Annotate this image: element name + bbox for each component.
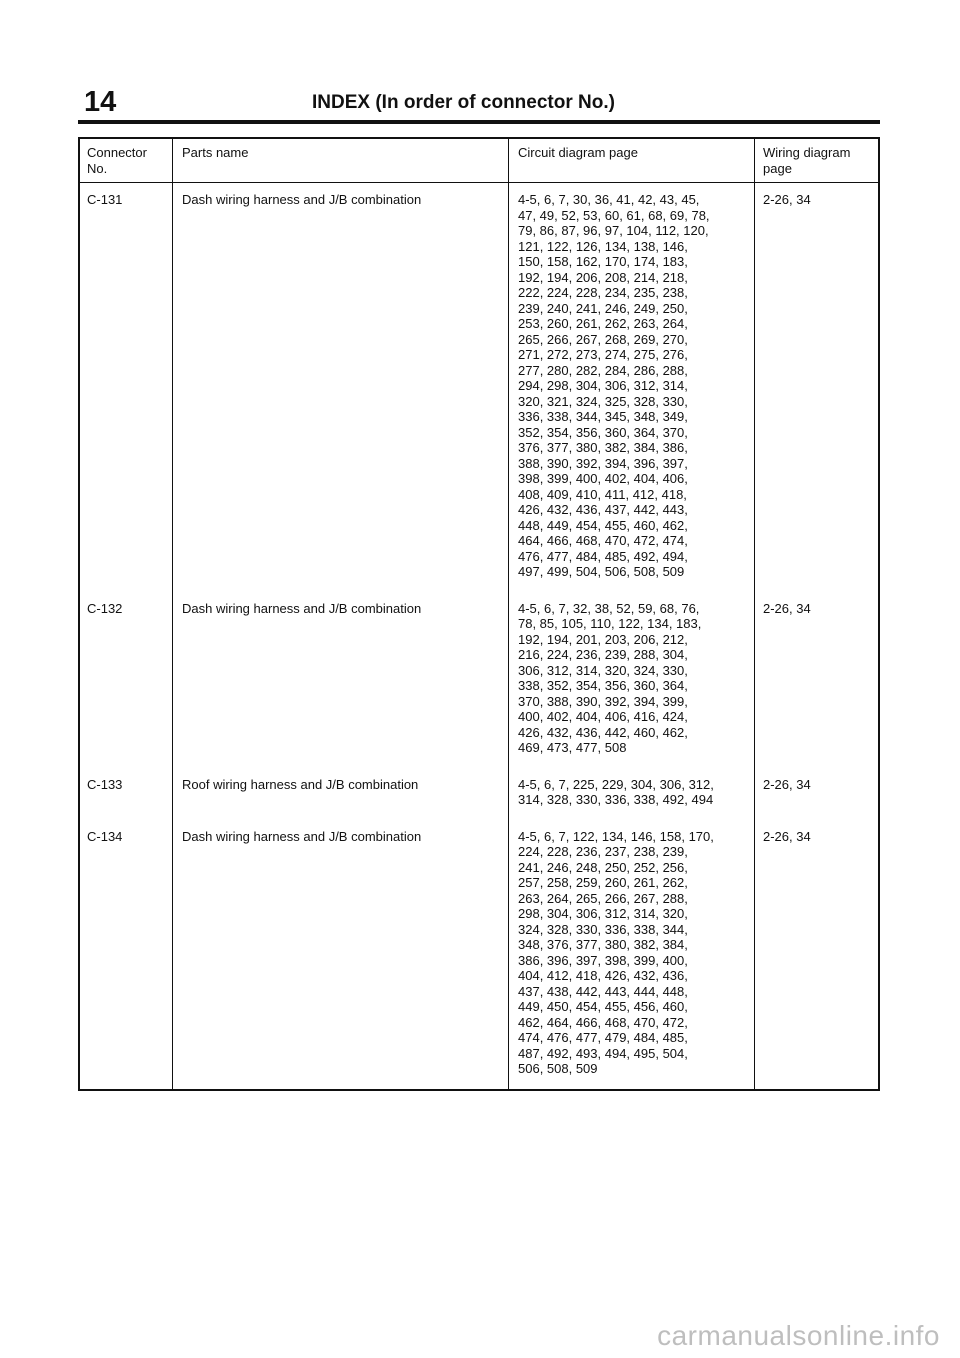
title-rule	[78, 120, 880, 124]
circuit-page-line: 314, 328, 330, 336, 338, 492, 494	[518, 792, 714, 807]
circuit-page-line: 476, 477, 484, 485, 492, 494,	[518, 548, 688, 564]
circuit-page-line: 506, 508, 509	[518, 1061, 598, 1076]
circuit-page-line: 338, 352, 354, 356, 360, 364,	[518, 678, 688, 693]
circuit-page-line: 216, 224, 236, 239, 288, 304,	[518, 647, 688, 662]
circuit-page-line: 4-5, 6, 7, 225, 229, 304, 306, 312,	[518, 776, 714, 792]
circuit-page-line: 263, 264, 265, 266, 267, 288,	[518, 890, 688, 906]
circuit-page-line: 150, 158, 162, 170, 174, 183,	[518, 254, 688, 269]
circuit-page-line: 265, 266, 267, 268, 269, 270,	[518, 331, 688, 347]
wiring-diagram-pages: 2-26, 34	[763, 600, 811, 616]
circuit-page-line: 408, 409, 410, 411, 412, 418,	[518, 486, 687, 502]
circuit-page-line: 239, 240, 241, 246, 249, 250,	[518, 300, 688, 316]
circuit-page-line: 224, 228, 236, 237, 238, 239,	[518, 844, 688, 859]
circuit-page-line: 448, 449, 454, 455, 460, 462,	[518, 517, 688, 533]
circuit-page-line: 324, 328, 330, 336, 338, 344,	[518, 921, 688, 937]
column-header-parts: Parts name	[173, 139, 509, 182]
circuit-page-line: 294, 298, 304, 306, 312, 314,	[518, 378, 688, 393]
connector-number: C-131	[80, 183, 173, 592]
circuit-diagram-pages	[509, 820, 755, 1089]
circuit-page-line: 388, 390, 392, 394, 396, 397,	[518, 455, 688, 471]
circuit-diagram-pages	[509, 768, 755, 820]
circuit-page-line: 4-5, 6, 7, 32, 38, 52, 59, 68, 76,	[518, 600, 700, 616]
parts-name: Dash wiring harness and J/B combination	[173, 183, 509, 592]
circuit-page-line: 449, 450, 454, 455, 456, 460,	[518, 999, 688, 1014]
connector-number: C-134	[80, 820, 173, 1089]
circuit-page-line: 426, 432, 436, 442, 460, 462,	[518, 724, 688, 740]
connector-index-table	[78, 137, 880, 1091]
circuit-page-line: 469, 473, 477, 508	[518, 740, 627, 755]
circuit-page-line: 404, 412, 418, 426, 432, 436,	[518, 968, 688, 983]
circuit-page-line: 277, 280, 282, 284, 286, 288,	[518, 362, 688, 378]
circuit-page-line: 352, 354, 356, 360, 364, 370,	[518, 424, 688, 440]
table-row	[80, 820, 878, 1089]
circuit-page-line: 271, 272, 273, 274, 275, 276,	[518, 347, 688, 362]
circuit-page-line: 426, 432, 436, 437, 442, 443,	[518, 502, 688, 517]
table-row	[80, 183, 878, 592]
circuit-page-line: 253, 260, 261, 262, 263, 264,	[518, 316, 688, 331]
parts-name: Roof wiring harness and J/B combination	[173, 768, 509, 820]
column-header-connector: Connector No.	[80, 139, 173, 182]
circuit-page-line: 320, 321, 324, 325, 328, 330,	[518, 393, 688, 409]
circuit-page-line: 4-5, 6, 7, 30, 36, 41, 42, 43, 45,	[518, 192, 700, 207]
table-row	[80, 768, 878, 820]
table-body	[80, 183, 878, 1089]
column-header-circuit: Circuit diagram page	[509, 139, 755, 182]
circuit-page-line: 348, 376, 377, 380, 382, 384,	[518, 937, 688, 952]
circuit-diagram-pages	[509, 183, 755, 592]
circuit-page-line: 370, 388, 390, 392, 394, 399,	[518, 693, 688, 709]
circuit-diagram-pages	[509, 592, 755, 768]
connector-number: C-133	[80, 768, 173, 820]
circuit-page-line: 222, 224, 228, 234, 235, 238,	[518, 285, 688, 300]
table-header-row	[80, 139, 878, 183]
circuit-page-line: 400, 402, 404, 406, 416, 424,	[518, 709, 688, 724]
circuit-page-line: 4-5, 6, 7, 122, 134, 146, 158, 170,	[518, 828, 714, 844]
circuit-page-line: 437, 438, 442, 443, 444, 448,	[518, 983, 688, 999]
wiring-diagram-pages: 2-26, 34	[763, 192, 811, 207]
parts-name: Dash wiring harness and J/B combination	[173, 820, 509, 1089]
circuit-page-line: 487, 492, 493, 494, 495, 504,	[518, 1045, 688, 1061]
circuit-page-line: 462, 464, 466, 468, 470, 472,	[518, 1014, 688, 1030]
circuit-page-line: 464, 466, 468, 470, 472, 474,	[518, 533, 688, 548]
wiring-diagram-pages: 2-26, 34	[763, 776, 811, 792]
circuit-page-line: 257, 258, 259, 260, 261, 262,	[518, 875, 688, 890]
circuit-page-line: 47, 49, 52, 53, 60, 61, 68, 69, 78,	[518, 207, 710, 223]
page-title: INDEX (In order of connector No.)	[312, 92, 615, 113]
circuit-page-line: 398, 399, 400, 402, 404, 406,	[518, 471, 688, 486]
circuit-page-line: 78, 85, 105, 110, 122, 134, 183,	[518, 616, 702, 631]
circuit-page-line: 241, 246, 248, 250, 252, 256,	[518, 859, 688, 875]
circuit-page-line: 192, 194, 206, 208, 214, 218,	[518, 269, 688, 285]
circuit-page-line: 386, 396, 397, 398, 399, 400,	[518, 952, 688, 968]
connector-number: C-132	[80, 592, 173, 768]
circuit-page-line: 298, 304, 306, 312, 314, 320,	[518, 906, 688, 921]
parts-name: Dash wiring harness and J/B combination	[173, 592, 509, 768]
circuit-page-line: 474, 476, 477, 479, 484, 485,	[518, 1030, 688, 1045]
table-row	[80, 592, 878, 768]
circuit-page-line: 336, 338, 344, 345, 348, 349,	[518, 409, 688, 424]
column-header-wiring: Wiring diagram page	[763, 145, 851, 176]
circuit-page-line: 497, 499, 504, 506, 508, 509	[518, 564, 685, 579]
wiring-diagram-pages: 2-26, 34	[763, 828, 811, 844]
circuit-page-line: 306, 312, 314, 320, 324, 330,	[518, 662, 688, 678]
watermark: carmanualsonline.info	[657, 1320, 940, 1351]
circuit-page-line: 79, 86, 87, 96, 97, 104, 112, 120,	[518, 223, 709, 238]
circuit-page-line: 121, 122, 126, 134, 138, 146,	[518, 238, 688, 254]
circuit-page-line: 192, 194, 201, 203, 206, 212,	[518, 631, 688, 647]
page-number: 14	[84, 86, 117, 118]
circuit-page-line: 376, 377, 380, 382, 384, 386,	[518, 440, 688, 455]
